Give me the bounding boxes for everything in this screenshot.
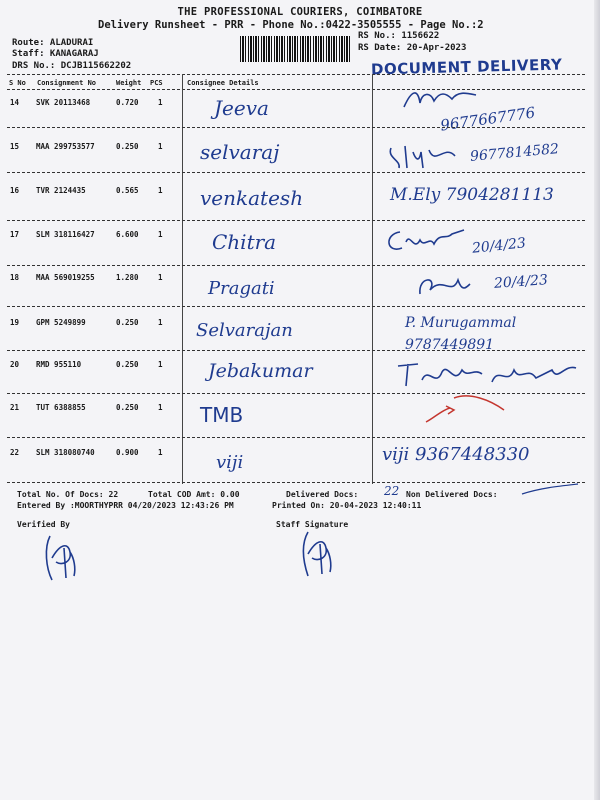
col-divider-1	[182, 74, 183, 484]
drs-number: DRS No.: DCJB115662202	[12, 61, 132, 71]
verified-by-signature	[40, 528, 80, 584]
row-consignment: SVK 20113468	[36, 98, 91, 107]
table-top-rule	[7, 74, 585, 75]
row-pcs: 1	[158, 403, 163, 412]
staff-signature-label: Staff Signature	[276, 520, 349, 529]
row-rule	[7, 172, 585, 173]
row-rule	[7, 437, 585, 438]
row-receiver: 9677814582	[469, 141, 560, 165]
row-rule	[7, 306, 585, 307]
row-weight: 1.280	[116, 273, 139, 282]
receiver-signature	[412, 270, 472, 304]
row-sno: 22	[10, 448, 20, 457]
staff-signature	[296, 524, 336, 580]
row-sno: 20	[10, 360, 20, 369]
row-receiver: P. Murugammal 9787449891	[405, 315, 517, 353]
row-pcs: 1	[158, 318, 163, 327]
receiver-signature	[385, 138, 465, 172]
row-sno: 21	[10, 403, 20, 412]
delivered-docs-label: Delivered Docs:	[286, 490, 359, 499]
col-divider-2	[372, 74, 373, 484]
receiver-signature	[400, 85, 480, 113]
row-sno: 19	[10, 318, 20, 327]
row-consignee: viji	[216, 452, 244, 473]
row-receiver: 9677667776	[439, 103, 537, 135]
row-consignee: venkatesh	[200, 186, 304, 210]
row-consignment: TUT 6388855	[36, 403, 86, 412]
row-weight: 0.250	[116, 360, 139, 369]
col-sno: S No	[9, 79, 26, 87]
entered-by: Entered By :MOORTHYPRR 04/20/2023 12:43:26 PM	[17, 501, 234, 510]
row-consignee: Jeeva	[214, 96, 269, 120]
receiver-signature	[420, 388, 510, 428]
row-pcs: 1	[158, 230, 163, 239]
row-receiver: M.Ely 7904281113	[390, 185, 554, 205]
col-consignee: Consignee Details	[187, 79, 259, 87]
row-rule	[7, 127, 585, 128]
row-sno: 14	[10, 98, 20, 107]
row-consignee: Selvarajan	[196, 320, 293, 341]
rs-number: RS No.: 1156622	[358, 31, 440, 41]
row-pcs: 1	[158, 448, 163, 457]
row-consignee: Jebakumar	[208, 360, 313, 382]
row-sno: 17	[10, 230, 20, 239]
company-title: THE PROFESSIONAL COURIERS, COIMBATORE	[177, 6, 423, 18]
row-sno: 16	[10, 186, 20, 195]
staff-label: Staff: KANAGARAJ	[12, 49, 99, 59]
row-pcs: 1	[158, 142, 163, 151]
row-receiver: 20/4/23	[471, 235, 527, 257]
total-docs: Total No. Of Docs: 22	[17, 490, 119, 499]
printed-on: Printed On: 20-04-2023 12:40:11	[272, 501, 422, 510]
row-pcs: 1	[158, 186, 163, 195]
row-consignment: MAA 299753577	[36, 142, 95, 151]
col-weight: Weight	[116, 79, 142, 87]
row-weight: 6.600	[116, 230, 139, 239]
row-weight: 0.250	[116, 142, 139, 151]
row-weight: 0.250	[116, 318, 139, 327]
row-consignee: TMB	[200, 403, 244, 427]
row-consignment: SLM 318080740	[36, 448, 95, 457]
col-consignment: Consignment No	[37, 79, 97, 87]
row-consignment: SLM 318116427	[36, 230, 95, 239]
receiver-signature	[380, 222, 470, 258]
row-consignee: Chitra	[212, 230, 277, 254]
delivered-docs-count: 22	[384, 484, 400, 498]
row-pcs: 1	[158, 98, 163, 107]
row-pcs: 1	[158, 360, 163, 369]
paper-edge	[594, 0, 600, 800]
row-weight: 0.565	[116, 186, 139, 195]
table-header-rule	[7, 89, 585, 90]
verified-by-label: Verified By	[17, 520, 70, 529]
row-consignee: selvaraj	[200, 140, 280, 164]
row-consignment: GPM 5249899	[36, 318, 86, 327]
row-rule	[7, 482, 585, 483]
row-rule	[7, 265, 585, 266]
row-consignee: Pragati	[208, 278, 275, 299]
non-delivered-docs-label: Non Delivered Docs:	[406, 490, 498, 499]
row-receiver: 20/4/23	[493, 272, 549, 292]
runsheet-title: Delivery Runsheet - PRR - Phone No.:0422-3505555 - Page No.:2	[98, 19, 484, 31]
row-weight: 0.720	[116, 98, 139, 107]
route-label: Route: ALADURAI	[12, 38, 94, 48]
pen-stroke	[520, 482, 580, 498]
row-consignment: MAA 569019255	[36, 273, 95, 282]
row-pcs: 1	[158, 273, 163, 282]
barcode	[240, 36, 352, 62]
row-rule	[7, 350, 585, 351]
row-sno: 15	[10, 142, 20, 151]
row-receiver: viji 9367448330	[382, 444, 530, 465]
row-weight: 0.900	[116, 448, 139, 457]
row-consignment: RMD 955110	[36, 360, 82, 369]
col-pcs: PCS	[150, 79, 163, 87]
total-cod: Total COD Amt: 0.00	[148, 490, 240, 499]
row-weight: 0.250	[116, 403, 139, 412]
row-consignment: TVR 2124435	[36, 186, 86, 195]
document-delivery-stamp: DOCUMENT DELIVERY	[370, 55, 563, 79]
rs-date: RS Date: 20-Apr-2023	[358, 43, 467, 53]
row-sno: 18	[10, 273, 20, 282]
row-rule	[7, 220, 585, 221]
